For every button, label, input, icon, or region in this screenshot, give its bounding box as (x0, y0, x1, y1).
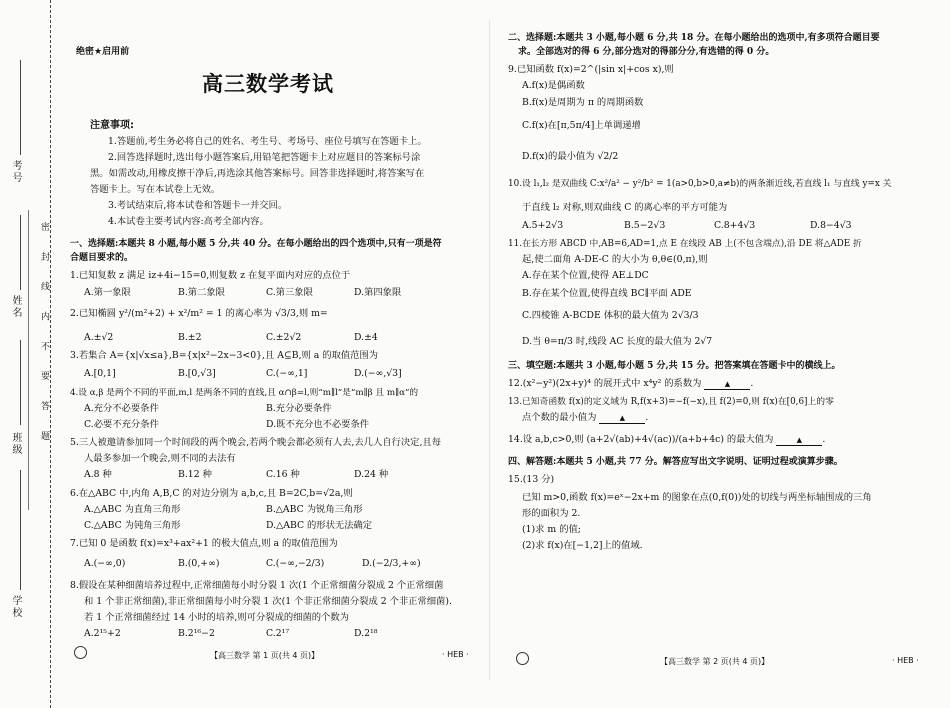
q12-answer-blank[interactable]: ▲ (704, 378, 750, 390)
q10-option-d: D.8−4√3 (810, 220, 852, 231)
note-2-cont: 黑。如需改动,用橡皮擦干净后,再选涂其他答案标号。回答非选择题时,将答案写在 (90, 168, 425, 179)
note-2-end: 答题卡上。写在本试卷上无效。 (90, 184, 221, 195)
q8-option-c: C.2¹⁷ (266, 628, 290, 639)
q8-option-a: A.2¹⁵+2 (84, 628, 121, 639)
note-2: 2.回答选择题时,选出每小题答案后,用铅笔把答题卡上对应题目的答案标号涂 (108, 152, 421, 163)
school-label: 学校 (10, 595, 21, 619)
q10-option-c: C.8+4√3 (714, 220, 756, 231)
q2-option-b: B.±2 (178, 332, 202, 343)
class-field[interactable] (20, 340, 21, 425)
question-11: 11.在长方形 ABCD 中,AB=6,AD=1,点 E 在线段 AB 上(不包含端点),沿 DE 将△ADE 折 (508, 239, 862, 249)
note-3: 3.考试结束后,将本试卷和答题卡一并交回。 (108, 200, 288, 211)
question-5-cont: 人最多参加一个晚会,则不同的去法有 (84, 453, 236, 464)
note-1: 1.答题前,考生务必将自己的姓名、考生号、考场号、座位号填写在答题卡上。 (108, 136, 427, 147)
q5-option-c: C.16 种 (266, 469, 300, 480)
q1-option-b: B.第二象限 (178, 287, 225, 298)
class-label: 班级 (10, 432, 21, 456)
question-12-text: 12.(x²−y²)(2x+y)⁴ 的展开式中 x⁴y² 的系数为 (508, 378, 702, 389)
q7-option-b: B.(0,+∞) (178, 558, 220, 569)
q2-option-c: C.±2√2 (266, 332, 302, 343)
footer-code: · HEB · (892, 656, 919, 665)
section-2-heading-cont: 求。全部选对的得 6 分,部分选对的得部分分,有选错的得 0 分。 (518, 47, 775, 57)
question-10: 10.设 l₁,l₂ 是双曲线 C:x²/a² − y²/b² = 1(a>0,b>0,a≠b)的两条渐近线,若直线 l₁ 与直线 y=x 关 (508, 179, 892, 189)
exam-number-label: 考号 (10, 160, 21, 184)
q3-option-a: A.[0,1] (84, 368, 116, 379)
q3-option-d: D.(−∞,√3] (354, 368, 402, 379)
q4-option-d: D.既不充分也不必要条件 (266, 419, 370, 430)
q3-option-c: C.(−∞,1] (266, 368, 308, 379)
question-5: 5.三人被邀请参加同一个时间段的两个晚会,若两个晚会都必须有人去,去几人自行决定,且每 (70, 437, 442, 448)
question-4: 4.设 α,β 是两个不同的平面,m,l 是两条不同的直线,且 α∩β=l,则“m∥l”是“m∥β 且 m∥α”的 (70, 388, 419, 398)
question-3: 3.若集合 A={x|√x≤a},B={x|x²−2x−3<0},且 A⊆B,则 a 的取值范围为 (70, 350, 379, 361)
question-8-line-3: 若 1 个正常细菌经过 14 小时的培养,则可分裂成的细菌的个数为 (84, 612, 349, 623)
section-1-heading: 一、选择题:本题共 8 小题,每小题 5 分,共 40 分。在每小题给出的四个选项中,只有一项是符 (70, 239, 442, 249)
question-15-line-1: 已知 m>0,函数 f(x)=eˣ−2x+m 的图象在点(0,f(0))处的切线与两坐标轴围成的三角 (522, 492, 872, 503)
q6-option-a: A.△ABC 为直角三角形 (84, 504, 181, 515)
secret-mark: 绝密★启用前 (76, 47, 130, 57)
q5-option-d: D.24 种 (354, 469, 389, 480)
question-1: 1.已知复数 z 满足 iz+4i−15=0,则复数 z 在复平面内对应的点位于 (70, 270, 351, 281)
q5-option-a: A.8 种 (84, 469, 112, 480)
question-13-cont: 点个数的最小值为 ▲ . (522, 412, 649, 423)
q13-answer-blank[interactable]: ▲ (599, 412, 645, 424)
q11-option-c: C.四棱锥 A-BCDE 体积的最大值为 2√3/3 (522, 310, 699, 321)
question-8-line-2: 和 1 个非正常细菌),非正常细菌每小时分裂 1 次(1 个非正常细菌分裂成 2 个非正常细菌). (84, 596, 452, 607)
page-footer: 【高三数学 第 1 页(共 4 页)】 (210, 651, 320, 660)
question-2: 2.已知椭圆 y²/(m²+2) + x²/m² = 1 的离心率为 √3/3,则 m= (70, 308, 328, 319)
q9-option-b: B.f(x)是周期为 π 的周期函数 (522, 97, 644, 108)
q2-option-a: A.±√2 (84, 332, 114, 343)
page-title: 高三数学考试 (202, 72, 334, 96)
q6-option-b: B.△ABC 为锐角三角形 (266, 504, 363, 515)
page-footer: 【高三数学 第 2 页(共 4 页)】 (660, 657, 770, 666)
question-14: 14.设 a,b,c>0,则 (a+2√(ab)+4√(ac))/(a+b+4c) 的最大值为 ▲ . (508, 434, 826, 445)
question-11-cont: 起,使二面角 A-DE-C 的大小为 θ,θ∈(0,π),则 (522, 254, 708, 265)
question-9: 9.已知函数 f(x)=2^(|sin x|+cos x),则 (508, 64, 674, 75)
q8-option-d: D.2¹⁸ (354, 628, 378, 639)
publisher-logo-icon (516, 652, 529, 665)
q6-option-d: D.△ABC 的形状无法确定 (266, 520, 373, 531)
question-6: 6.在△ABC 中,内角 A,B,C 的对边分别为 a,b,c,且 B=2C,b=√2a,则 (70, 488, 353, 499)
q7-option-a: A.(−∞,0) (84, 558, 126, 569)
q11-option-d: D.当 θ=π/3 时,线段 AC 长度的最大值为 2√7 (522, 336, 713, 347)
question-15-part-2: (2)求 f(x)在[−1,2]上的值域. (522, 540, 643, 551)
publisher-logo-icon (74, 646, 87, 659)
question-13: 13.已知奇函数 f(x)的定义域为 R,f(x+3)=−f(−x),且 f(2)=0,则 f(x)在[0,6]上的零 (508, 397, 834, 407)
q4-option-a: A.充分不必要条件 (84, 403, 159, 414)
question-15: 15.(13 分) (508, 474, 555, 485)
school-field[interactable] (20, 470, 21, 590)
question-14-text: 14.设 a,b,c>0,则 (a+2√(ab)+4√(ac))/(a+b+4c) 的最大值为 (508, 434, 774, 445)
seal-line (28, 210, 29, 510)
q10-option-a: A.5+2√3 (522, 220, 564, 231)
q9-option-c: C.f(x)在[π,5π/4]上单调递增 (522, 120, 641, 131)
q7-option-c: C.(−∞,−2/3) (266, 558, 325, 569)
section-3-heading: 三、填空题:本题共 3 小题,每小题 5 分,共 15 分。把答案填在答题卡中的横线上。 (508, 361, 841, 371)
section-2-heading: 二、选择题:本题共 3 小题,每小题 6 分,共 18 分。在每小题给出的选项中,有多项符合题目要 (508, 33, 880, 43)
name-field[interactable] (20, 215, 21, 290)
question-12: 12.(x²−y²)(2x+y)⁴ 的展开式中 x⁴y² 的系数为 ▲ . (508, 378, 754, 389)
question-13-cont-text: 点个数的最小值为 (522, 412, 597, 423)
q1-option-d: D.第四象限 (354, 287, 402, 298)
q9-option-a: A.f(x)是偶函数 (522, 80, 585, 91)
q1-option-a: A.第一象限 (84, 287, 131, 298)
q9-option-d: D.f(x)的最小值为 √2/2 (522, 151, 619, 162)
q6-option-c: C.△ABC 为钝角三角形 (84, 520, 181, 531)
q3-option-b: B.[0,√3] (178, 368, 216, 379)
question-10-cont: 于直线 l₂ 对称,则双曲线 C 的离心率的平方可能为 (522, 202, 728, 213)
note-4: 4.本试卷主要考试内容:高考全部内容。 (108, 216, 269, 227)
question-15-line-2: 形的面积为 2. (522, 508, 581, 519)
section-4-heading: 四、解答题:本题共 5 小题,共 77 分。解答应写出文字说明、证明过程或演算步骤。 (508, 457, 843, 467)
q11-option-a: A.存在某个位置,使得 AE⊥DC (522, 270, 649, 281)
question-8: 8.假设在某种细菌培养过程中,正常细菌每小时分裂 1 次(1 个正常细菌分裂成 2 个正常细菌 (70, 580, 444, 591)
binding-margin (0, 0, 58, 708)
notes-heading: 注意事项: (90, 120, 134, 131)
q11-option-b: B.存在某个位置,使得直线 BC∥平面 ADE (522, 288, 692, 299)
q14-answer-blank[interactable]: ▲ (776, 434, 822, 446)
q1-option-c: C.第三象限 (266, 287, 313, 298)
q7-option-d: D.(−2/3,+∞) (362, 558, 421, 569)
q10-option-b: B.5−2√3 (624, 220, 666, 231)
question-15-part-1: (1)求 m 的值; (522, 524, 581, 535)
question-7: 7.已知 0 是函数 f(x)=x³+ax²+1 的极大值点,则 a 的取值范围为 (70, 538, 338, 549)
q4-option-c: C.必要不充分条件 (84, 419, 159, 430)
page-divider (489, 20, 490, 680)
exam-number-field[interactable] (20, 60, 21, 155)
section-1-heading-cont: 合题目要求的。 (70, 253, 134, 263)
name-label: 姓名 (10, 295, 21, 319)
q4-option-b: B.充分必要条件 (266, 403, 332, 414)
q2-option-d: D.±4 (354, 332, 378, 343)
seal-text: 密 封 线 内 不 要 答 题 (39, 222, 49, 450)
q8-option-b: B.2¹⁶−2 (178, 628, 215, 639)
q5-option-b: B.12 种 (178, 469, 212, 480)
footer-code: · HEB · (442, 650, 469, 659)
